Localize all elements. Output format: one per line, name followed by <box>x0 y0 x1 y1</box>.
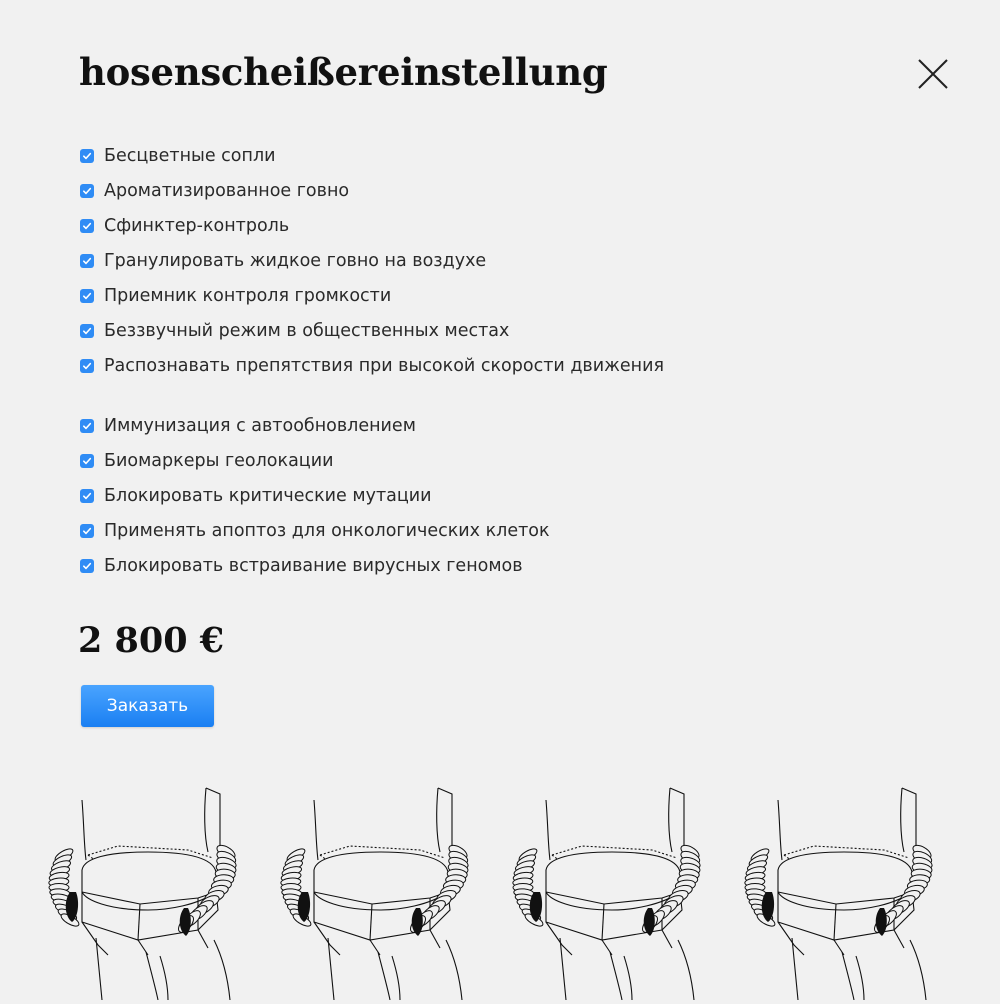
pants-device-illustration-icon <box>512 780 744 1000</box>
checkmark-icon <box>82 361 92 371</box>
group-spacer <box>80 383 664 408</box>
option-item[interactable] <box>80 243 664 278</box>
option-checkbox[interactable] <box>80 359 94 373</box>
close-button[interactable] <box>916 57 950 91</box>
close-icon <box>916 57 950 91</box>
option-checkbox[interactable] <box>80 289 94 303</box>
page-title: hosenscheißereinstellung <box>79 50 608 94</box>
option-item[interactable] <box>80 138 664 173</box>
options-list <box>80 138 664 583</box>
pants-device-illustration-icon <box>48 780 280 1000</box>
option-item[interactable] <box>80 208 664 243</box>
option-checkbox[interactable] <box>80 559 94 573</box>
option-item[interactable] <box>80 173 664 208</box>
option-checkbox[interactable] <box>80 454 94 468</box>
order-button[interactable]: Заказать <box>81 685 214 727</box>
option-label: Ароматизированное говно <box>104 180 350 201</box>
illustration-2 <box>280 780 512 1000</box>
option-label: Бесцветные сопли <box>104 145 276 166</box>
option-label: Иммунизация с автообновлением <box>104 415 416 436</box>
option-label: Распознавать препятствия при высокой скорости движения <box>104 355 664 376</box>
pants-device-illustration-icon <box>280 780 512 1000</box>
option-checkbox[interactable] <box>80 524 94 538</box>
checkmark-icon <box>82 151 92 161</box>
option-checkbox[interactable] <box>80 489 94 503</box>
option-item[interactable] <box>80 548 664 583</box>
pants-device-illustration-icon <box>744 780 976 1000</box>
option-label: Гранулировать жидкое говно на воздухе <box>104 250 487 271</box>
checkmark-icon <box>82 526 92 536</box>
illustration-4 <box>744 780 976 1000</box>
checkmark-icon <box>82 291 92 301</box>
checkmark-icon <box>82 456 92 466</box>
option-item[interactable] <box>80 478 664 513</box>
option-checkbox[interactable] <box>80 419 94 433</box>
option-item[interactable] <box>80 513 664 548</box>
option-checkbox[interactable] <box>80 219 94 233</box>
option-label: Блокировать критические мутации <box>104 485 432 506</box>
illustration-1 <box>48 780 280 1000</box>
checkmark-icon <box>82 326 92 336</box>
option-item[interactable] <box>80 443 664 478</box>
option-label: Беззвучный режим в общественных местах <box>104 320 510 341</box>
option-checkbox[interactable] <box>80 254 94 268</box>
option-checkbox[interactable] <box>80 149 94 163</box>
option-label: Блокировать встраивание вирусных геномов <box>104 555 523 576</box>
illustration-3 <box>512 780 744 1000</box>
option-label: Биомаркеры геолокации <box>104 450 334 471</box>
option-checkbox[interactable] <box>80 324 94 338</box>
option-label: Применять апоптоз для онкологических клеток <box>104 520 550 541</box>
illustrations <box>0 780 1000 1000</box>
checkmark-icon <box>82 421 92 431</box>
checkmark-icon <box>82 491 92 501</box>
option-label: Приемник контроля громкости <box>104 285 392 306</box>
price: 2 800 € <box>78 620 225 661</box>
checkmark-icon <box>82 186 92 196</box>
checkmark-icon <box>82 561 92 571</box>
checkmark-icon <box>82 256 92 266</box>
option-item[interactable] <box>80 313 664 348</box>
option-label: Сфинктер-контроль <box>104 215 290 236</box>
option-item[interactable] <box>80 278 664 313</box>
option-checkbox[interactable] <box>80 184 94 198</box>
checkmark-icon <box>82 221 92 231</box>
option-item[interactable] <box>80 348 664 383</box>
option-item[interactable] <box>80 408 664 443</box>
